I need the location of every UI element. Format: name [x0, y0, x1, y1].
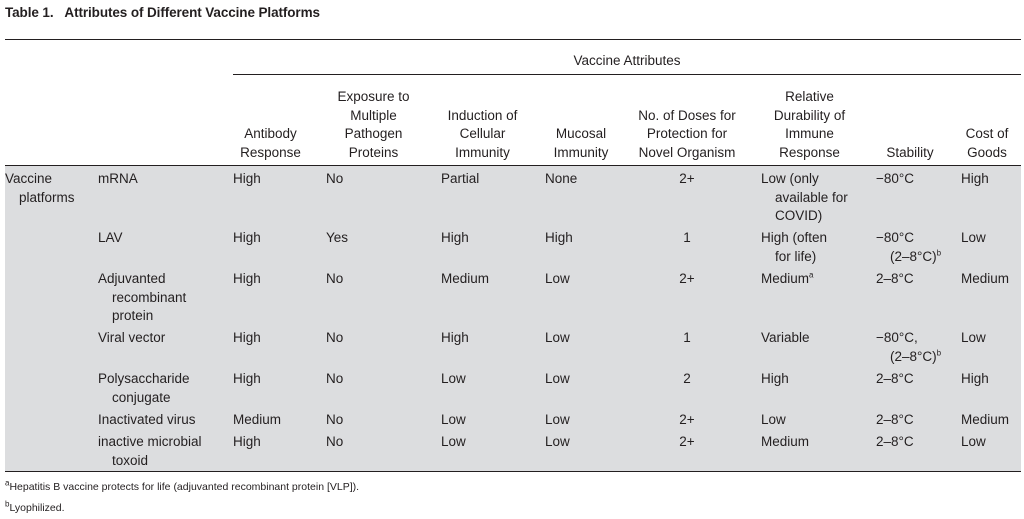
- column-header-line: Immune: [785, 126, 834, 141]
- cell-exposure: No: [326, 412, 344, 427]
- column-header: [953, 84, 1021, 162]
- cell-line: (2–8°C): [890, 348, 937, 364]
- cell-line: Polysaccharide: [98, 371, 190, 386]
- cell-doses: 2+: [679, 271, 695, 286]
- cell-line: protein: [112, 308, 154, 323]
- cell-line-wrap: [761, 270, 871, 289]
- cell-cost: Low: [961, 230, 986, 245]
- column-header-line: Goods: [967, 144, 1007, 160]
- column-header-line: Cellular: [459, 126, 506, 141]
- cell-line: Vaccine: [5, 171, 53, 186]
- cell-line: inactive microbial: [98, 434, 202, 449]
- cell-antibody: High: [233, 171, 261, 186]
- cell-antibody: High: [233, 434, 261, 449]
- cell-mucosal: Low: [545, 371, 570, 386]
- cell-durability: [761, 270, 871, 289]
- cell-cellular: Low: [441, 434, 466, 449]
- column-header-line: Durability of: [773, 107, 846, 123]
- cell-cost: Low: [961, 330, 986, 345]
- cell-line: Low (only: [761, 171, 819, 186]
- cell-stability: [876, 433, 956, 452]
- cell-line: Medium: [761, 434, 810, 449]
- cell-durability: [761, 170, 871, 226]
- column-header-line: Response: [240, 144, 301, 160]
- cell-line: for life): [775, 248, 817, 264]
- cell-stability: [876, 170, 956, 189]
- cell-durability: [761, 329, 871, 348]
- row-platform: [98, 329, 228, 348]
- cell-cost: High: [961, 171, 989, 186]
- cell-stability: [876, 270, 956, 289]
- cell-line: LAV: [98, 230, 123, 245]
- cell-exposure: No: [326, 271, 344, 286]
- row-platform: [98, 411, 228, 430]
- column-header-line: Proteins: [348, 144, 399, 160]
- cell-durability: [761, 370, 871, 389]
- cell-line: −80°C,: [876, 330, 918, 345]
- column-header-line: Induction of: [447, 107, 518, 123]
- cell-cellular: High: [441, 330, 469, 345]
- cell-line: Viral vector: [98, 330, 166, 345]
- column-header-line: Exposure to: [337, 89, 410, 104]
- column-header: [626, 84, 748, 162]
- cell-line: available for: [775, 189, 848, 205]
- cell-line: toxoid: [112, 452, 149, 468]
- column-header-line: Immunity: [553, 144, 609, 160]
- cell-line: (2–8°C): [890, 248, 937, 264]
- cell-antibody: Medium: [233, 412, 282, 427]
- cell-line: Inactivated virus: [98, 412, 196, 427]
- cell-line-wrap: [876, 248, 956, 267]
- footnote-b: $^b$Lyophilized.: [5, 499, 65, 514]
- column-header-line: No. of Doses for: [638, 107, 736, 123]
- cell-mucosal: Low: [545, 412, 570, 427]
- column-header-line: Immunity: [455, 144, 510, 160]
- column-header: [752, 84, 867, 162]
- row-platform: [98, 170, 228, 189]
- table-title: Table 1. Attributes of Different Vaccine Platforms: [5, 5, 320, 20]
- group-rule: [233, 74, 1021, 75]
- cell-line: COVID): [775, 208, 823, 223]
- cell-exposure: No: [326, 171, 344, 186]
- cell-cellular: Partial: [441, 171, 480, 186]
- cell-line: High (often: [761, 230, 828, 245]
- cell-doses: 2+: [679, 171, 695, 186]
- cell-antibody: High: [233, 371, 261, 386]
- column-header-line: Cost of: [965, 126, 1009, 141]
- cell-line: −80°C: [876, 230, 915, 245]
- column-header-line: Protection for: [646, 126, 728, 141]
- cell-mucosal: High: [545, 230, 573, 245]
- cell-doses: 1: [683, 330, 691, 345]
- row-platform: [98, 433, 228, 470]
- cell-line: 2–8°C: [876, 412, 914, 427]
- cell-doses: 2+: [679, 434, 695, 449]
- column-header-line: Stability: [886, 144, 934, 160]
- cell-cellular: Low: [441, 412, 466, 427]
- cell-doses: 1: [683, 230, 691, 245]
- cell-stability: [876, 229, 956, 266]
- column-header-line: Novel Organism: [638, 144, 736, 160]
- cell-stability: [876, 411, 956, 430]
- cell-doses: 2: [683, 371, 691, 386]
- cell-cost: Medium: [961, 271, 1010, 286]
- cell-exposure: No: [326, 434, 344, 449]
- column-header-line: Relative: [785, 89, 834, 104]
- cell-cost: Low: [961, 434, 986, 449]
- cell-durability: [761, 433, 871, 452]
- cell-cost: Medium: [961, 412, 1010, 427]
- cell-mucosal: None: [545, 171, 578, 186]
- cell-line: 2–8°C: [876, 271, 914, 286]
- cell-cellular: Medium: [441, 271, 490, 286]
- row-platform: [98, 229, 228, 248]
- cell-line: Medium: [761, 271, 810, 286]
- column-header: [321, 84, 426, 162]
- cell-durability: [761, 411, 871, 430]
- cell-antibody: High: [233, 271, 261, 286]
- cell-durability: [761, 229, 871, 266]
- cell-mucosal: Low: [545, 271, 570, 286]
- column-header-line: Multiple: [350, 107, 397, 123]
- row-platform: [98, 370, 228, 407]
- footnote-marker: a: [809, 270, 814, 280]
- column-header: [430, 84, 535, 162]
- cell-line: 2–8°C: [876, 371, 914, 386]
- cell-antibody: High: [233, 330, 261, 345]
- cell-line: −80°C: [876, 171, 915, 186]
- column-header-line: Mucosal: [555, 126, 607, 141]
- column-header-line: Antibody: [244, 126, 297, 141]
- cell-line-wrap: [876, 348, 956, 367]
- top-rule: [5, 39, 1021, 40]
- cell-antibody: High: [233, 230, 261, 245]
- row-group-label: [5, 170, 95, 207]
- column-header: [870, 84, 950, 162]
- group-header: Vaccine Attributes: [573, 53, 681, 68]
- cell-stability: [876, 370, 956, 389]
- cell-cellular: Low: [441, 371, 466, 386]
- cell-line: 2–8°C: [876, 434, 914, 449]
- cell-line: Variable: [761, 330, 810, 345]
- footnote-marker: b: [936, 248, 942, 257]
- column-header-line: Pathogen: [344, 126, 403, 141]
- footnote-a: $^a$Hepatitis B vaccine protects for life (adjuvanted recombinant protein [VLP]).: [5, 478, 360, 493]
- cell-stability: [876, 329, 956, 366]
- cell-exposure: No: [326, 371, 344, 386]
- cell-line: mRNA: [98, 171, 138, 186]
- cell-line: Low: [761, 412, 786, 427]
- cell-exposure: Yes: [326, 230, 349, 245]
- cell-line: platforms: [19, 189, 75, 205]
- column-header: [540, 84, 622, 162]
- cell-cellular: High: [441, 230, 469, 245]
- cell-line: Adjuvanted: [98, 271, 166, 286]
- cell-mucosal: Low: [545, 330, 570, 345]
- column-header: [233, 84, 308, 162]
- cell-line: conjugate: [112, 389, 171, 405]
- column-header-line: Response: [779, 144, 840, 160]
- footnote-marker: b: [936, 348, 942, 357]
- cell-mucosal: Low: [545, 434, 570, 449]
- row-platform: [98, 270, 228, 326]
- cell-doses: 2+: [679, 412, 695, 427]
- cell-line: High: [761, 371, 789, 386]
- cell-exposure: No: [326, 330, 344, 345]
- cell-line: recombinant: [112, 289, 187, 305]
- cell-cost: High: [961, 371, 989, 386]
